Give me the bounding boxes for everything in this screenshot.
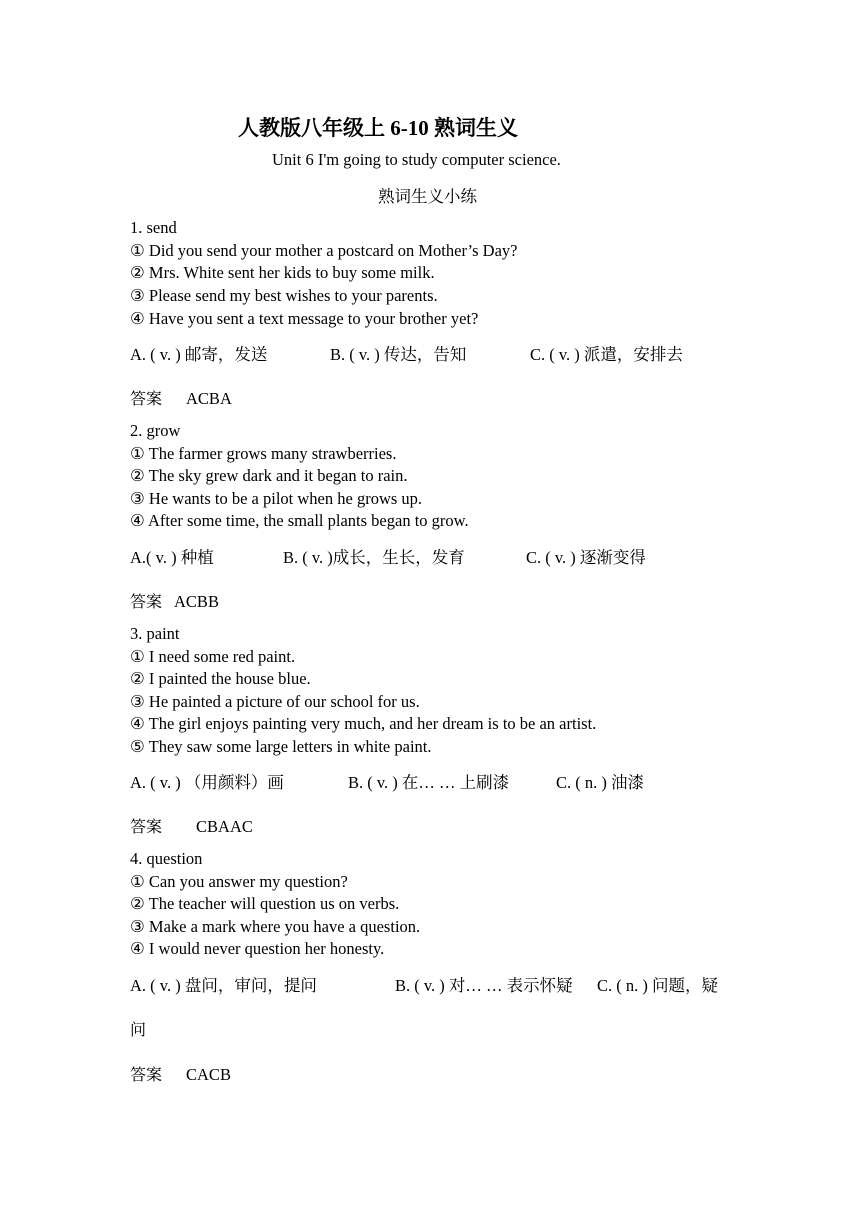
example-sentence: ⑤ They saw some large letters in white paint.	[130, 737, 432, 756]
answer-line	[130, 386, 232, 409]
example-sentence: ① Did you send your mother a postcard on Mother’s Day?	[130, 241, 518, 260]
option-b: B. ( v. )成长，生长，发育	[283, 548, 465, 567]
option-b: B. ( v. ) 对… … 表示怀疑	[395, 976, 573, 995]
option-a: A. ( v. ) 盘问，审问，提问	[130, 976, 317, 995]
question-heading: 1. send	[130, 218, 177, 237]
example-sentence: ② I painted the house blue.	[130, 669, 311, 688]
example-sentence: ③ Please send my best wishes to your parents.	[130, 286, 438, 305]
example-sentence: ① I need some red paint.	[130, 647, 296, 666]
option-b: B. ( v. ) 传达，告知	[330, 345, 467, 364]
option-c: C. ( v. ) 逐渐变得	[526, 548, 646, 567]
example-sentence: ④ Have you sent a text message to your brother yet?	[130, 309, 479, 328]
example-sentence: ③ Make a mark where you have a question.	[130, 917, 421, 936]
answer-line	[130, 589, 219, 612]
answer-value: CACB	[186, 1065, 231, 1084]
option-c: C. ( v. ) 派遣，安排去	[530, 345, 683, 364]
option-c: C. ( n. ) 问题，疑	[597, 976, 718, 995]
answer-value: ACBB	[174, 592, 219, 611]
answer-label: 答案	[130, 1065, 163, 1084]
option-a: A. ( v. ) 邮寄，发送	[130, 345, 268, 364]
example-sentence: ③ He painted a picture of our school for us.	[130, 692, 420, 711]
section-title: 熟词生义小练	[378, 187, 477, 206]
example-sentence: ① The farmer grows many strawberries.	[130, 444, 397, 463]
answer-label: 答案	[130, 389, 163, 408]
example-sentence: ④ The girl enjoys painting very much, and her dream is to be an artist.	[130, 714, 597, 733]
example-sentence: ④ After some time, the small plants began to grow.	[130, 511, 469, 530]
question-heading: 2. grow	[130, 421, 181, 440]
answer-line	[130, 814, 253, 837]
answer-value: CBAAC	[196, 817, 253, 836]
example-sentence: ② Mrs. White sent her kids to buy some milk.	[130, 263, 435, 282]
example-sentence: ④ I would never question her honesty.	[130, 939, 385, 958]
option-b: B. ( v. ) 在… … 上刷漆	[348, 773, 510, 792]
example-sentence: ② The teacher will question us on verbs.	[130, 894, 400, 913]
question-heading: 4. question	[130, 849, 203, 868]
answer-label: 答案	[130, 592, 163, 611]
answer-line	[130, 1062, 231, 1085]
option-c-continued: 问	[130, 1020, 147, 1039]
question-heading: 3. paint	[130, 624, 180, 643]
document-title: 人教版八年级上 6-10 熟词生义	[238, 116, 518, 140]
unit-subtitle: Unit 6 I'm going to study computer science.	[272, 150, 561, 169]
answer-value: ACBA	[186, 389, 232, 408]
example-sentence: ② The sky grew dark and it began to rain.	[130, 466, 408, 485]
answer-label: 答案	[130, 817, 163, 836]
option-c: C. ( n. ) 油漆	[556, 773, 644, 792]
example-sentence: ① Can you answer my question?	[130, 872, 348, 891]
option-a: A. ( v. ) （用颜料）画	[130, 773, 284, 792]
example-sentence: ③ He wants to be a pilot when he grows up.	[130, 489, 423, 508]
option-a: A.( v. ) 种植	[130, 548, 214, 567]
